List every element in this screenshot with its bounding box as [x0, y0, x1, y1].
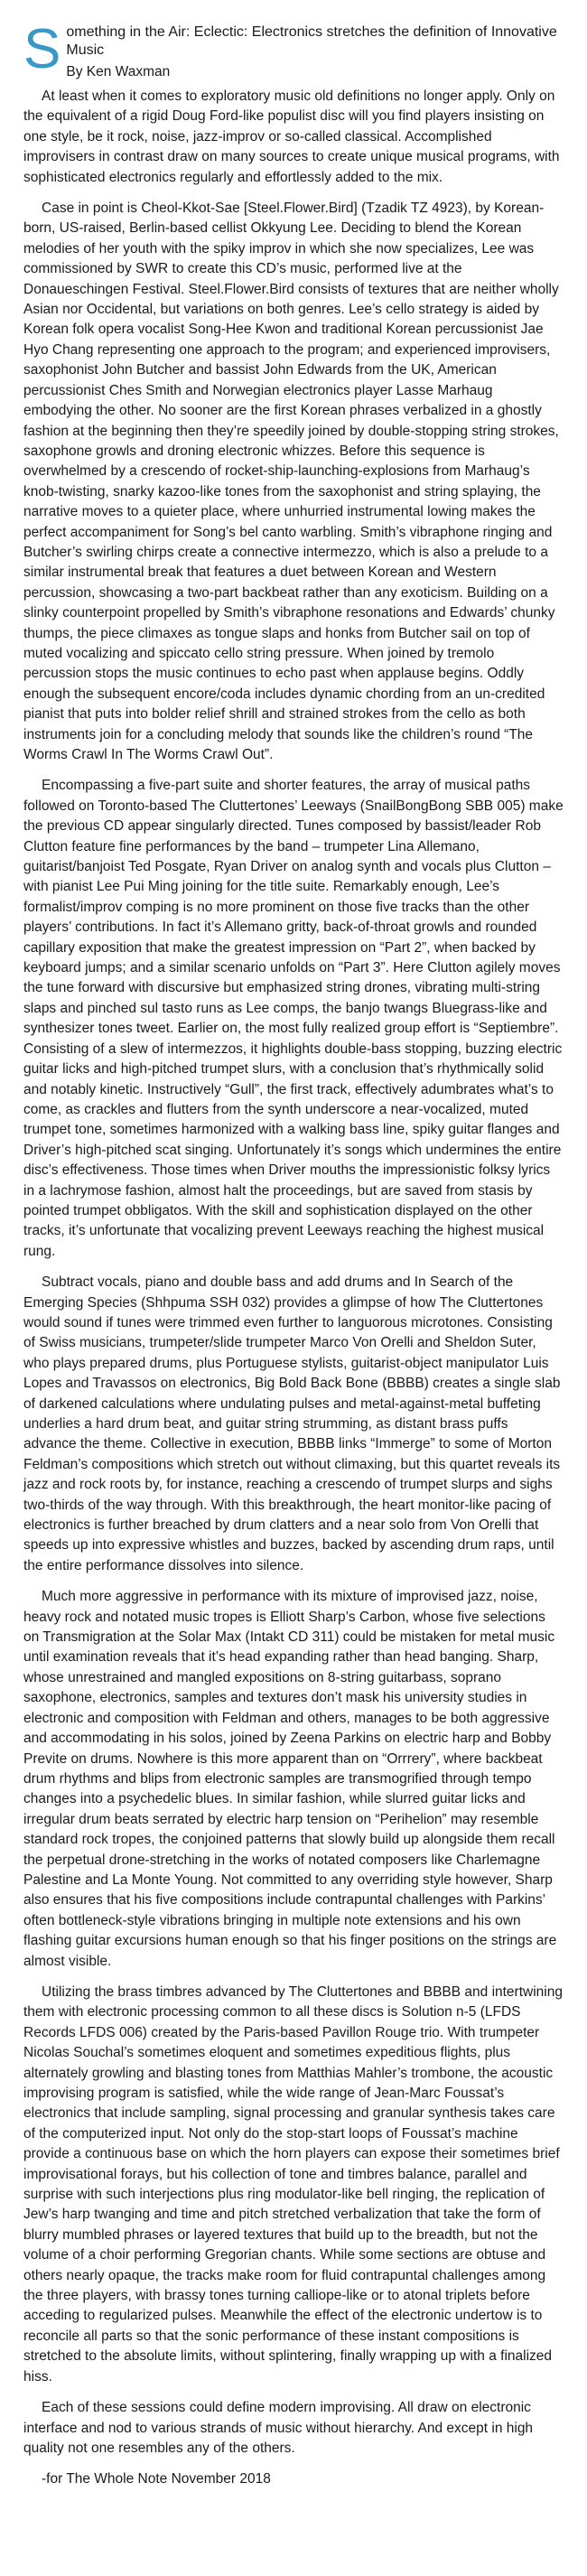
paragraph-6: Utilizing the brass timbres advanced by The Cluttertones and BBBB and intertwining them with electronic processing common to all these discs is Solution n-5 (LFDS Records LFDS 006) created by the Paris-based Pavillon Rouge trio. With trumpeter Nicolas Souchal’s sometimes eloquent and sometimes expeditious flights, plus alternately growling and blasting tones from Matthias Mahler’s trombone, the acoustic improvising program is satisfied, while the wide range of Jean-Marc Foussat’s electronics that include sampling, signal processing and granular synthesis takes care of the computerized input. Not only do the stop-start loops of Foussat’s machine provide a continuous base on which the horn players can expose their sometimes brief improvisational forays, but his collection of tone and timbres balance, parallel and surprise with such interjections plus ring modulator-like bell ringing, the replication of Jew’s harp twanging and time and pitch stretched verbalization that take the form of blurry mumbled phrases or layered textures that build up to the breadth, but not the volume of a choir performing Gregorian chants. While some sections are obtuse and others nearly opaque, the tracks make room for fluid contrapuntal challenges among the three players, with brassy tones turning calliope-like or to atonal triplets before acceding to regularized pulses. Meanwhile the effect of the electronic undertow is to reconcile all parts so that the sonic performance of these instant compositions is stretched to the absolute limits, without splintering, finally wrapping up with a finalized hiss. — [23, 1983, 563, 2385]
article-body — [23, 87, 564, 2459]
byline: By Ken Waxman — [66, 64, 171, 79]
paragraph-5: Much more aggressive in performance with its mixture of improvised jazz, noise, heavy rock and notated music tropes is Elliott Sharp’s Carbon, whose five selections on Transmigration at the Solar Max (Intakt CD 311) could be mistaken for metal music until examination reveals that it’s head expanding rather than head banging. Sharp, whose unrestrained and mangled expositions on 8-string guitarbass, soprano saxophone, electronics, samples and textures don’t mask his university studies in electronic and composition with Feldman and others, manages to be both aggressive and accommodating in his solos, joined by Zeena Parkins on electric harp and Bobby Previte on drums. Nowhere is this more apparent than on “Orrrery”, where backbeat drum rhythms and blips from electronic samples are transmogrified through tempo changes into a psychedelic blues. In similar fashion, while slurred guitar licks and irregular drum beats serrated by electric harp tension on “Perihelion” may resemble standard rock tropes, the conjoined patterns that slowly build up alongside them recall the perpetual drone-stretching in the works of notated composers like Charlemagne Palestine and La Monte Young. Not committed to any overriding style however, Sharp also ensures that his five compositions include contrapuntal challenges with Parkins’ often bottleneck-style vibrations bringing in multiple note extensions and his own flashing guitar excursions human enough so that his finger positions on the strings are almost visible. — [23, 1589, 557, 1969]
paragraph-1: At least when it comes to exploratory music old definitions no longer apply. Only on the equivalent of a rigid Doug Ford-like populist disc will you find players insisting on one style, be it rock, noise, jazz-improv or so-called classical. Accomplished improvisers in contrast draw on many sources to create unique musical programs, with sophisticated electronics regularly and effortlessly added to the mix. — [23, 89, 560, 185]
article-header — [23, 18, 564, 87]
paragraph-7: Each of these sessions could define modern improvising. All draw on electronic interface and nod to various strands of music without hierarchy. And except in high quality not one resembles any of the others. — [23, 2400, 534, 2456]
article-title: omething in the Air: Eclectic: Electronics stretches the definition of Innovative Music — [66, 24, 557, 58]
paragraph-2: Case in point is Cheol-Kkot-Sae [Steel.Flower.Bird] (Tzadik TZ 4923), by Korean-born, US-raised, Berlin-based cellist Okkyung Lee. Deciding to blend the Korean melodies of her youth with the spiky improv in which she now specializes, Lee was commissioned by SWR to create this CD’s music, performed live at the Donaueschingen Festival. Steel.Flower.Bird consists of textures that are neither wholly Asian nor Occidental, but variations on both genres. Lee’s cello strategy is aided by Korean folk opera vocalist Song-Hee Kwon and traditional Korean percussionist Jae Hyo Chang representing one approach to the program; and experienced improvisers, saxophonist John Butcher and bassist John Edwards from the UK, American percussionist Ches Smith and Norwegian electronics player Lasse Marhaug embodying the other. No sooner are the first Korean phrases verbalized in a ghostly fashion at the beginning then they’re speedily joined by double-stopping string strokes, saxophone growls and droning electronic whizzes. Before this sequence is overwhelmed by a crescendo of rocket-ship-launching-explosions from Marhaug’s knob-twisting, snarky kazoo-like tones from the saxophonist and string splaying, the narrative moves to a quieter place, where unhurried instrumental lowing makes the perfect accompaniment for Song’s bel canto warbling. Smith’s vibraphone ringing and Butcher’s swirling chirps create a connective intermezzo, which is also a prelude to a similar instrumental break that features a duet between Korean and Western percussion, showcasing a two-part backbeat rather than any exoticism. Building on a slinky counterpoint propelled by Smith’s vibraphone resonations and Edwards’ chunky thumps, the piece climaxes as tongue slaps and honks from Butcher sail on top of muted vocalizing and spiccato cello string pressure. When joined by tremolo percussion stops the music continues to echo past when applause begins. Oddly enough the subsequent encore/coda includes dynamic chording from an un-credited pianist that puts into bolder relief shrill and strained strokes from the cello as both instruments join for a concluding melody that sounds like the children’s round “The Worms Crawl In The Worms Crawl Out”. — [23, 201, 559, 762]
paragraph-4: Subtract vocals, piano and double bass and add drums and In Search of the Emerging Species (Shhpuma SSH 032) provides a glimpse of how The Cluttertones would sound if tunes were trimmed even further to languorous microtones. Consisting of Swiss musicians, trumpeter/slide trumpeter Marco Von Orelli and Sheldon Suter, who plays prepared drums, plus Portuguese stylists, guitarist-object manipulator Luis Lopes and Travassos on electronics, Big Bold Back Bone (BBBB) creates a single slab of darkened calculations where undulating pulses and metal-against-metal buffeting underlies a hard drum beat, and guitar string strumming, as distant brass puffs advance the theme. Collective in execution, BBBB links “Immerge” to some of Morton Feldman’s compositions which stretch out without climaxing, but this quartet reveals its jazz and rock roots by, for instance, reaching a crescendo of trumpet slurps and sighs two-thirds of the way through. With this breakthrough, the heart monitor-like pacing of electronics is further breached by drum clatters and a near solo from Von Orelli that speeds up into expressive whistles and buzzes, backed by ascending drum raps, until the entire performance dissolves into silence. — [23, 1274, 561, 1573]
signoff: -for The Whole Note November 2018 — [42, 2471, 271, 2487]
paragraph-3: Encompassing a five-part suite and shorter features, the array of musical paths followed on Toronto-based The Cluttertones’ Leeways (SnailBongBong SBB 005) make the previous CD appear singularly directed. Tunes composed by bassist/leader Rob Clutton feature fine performances by the band – trumpeter Lina Allemano, guitarist/banjoist Ted Posgate, Ryan Driver on analog synth and vocals plus Clutton – with pianist Lee Pui Ming joining for the title suite. Remarkably enough, Lee’s formalist/improv comping is no more prominent on those five tracks than the other players’ contributions. In fact it’s Allemano gritty, back-of-throat growls and rounded capillary exposition that make the greatest impression on “Part 2”, when backed by keyboard jumps; and a similar scenario unfolds on “Part 3”. Here Clutton agilely moves the tune forward with discursive but emphasized string drones, vibrating multi-string slaps and pinched sul tasto runs as Lee comps, the banjo twangs Bluegrass-like and synthesizer tones tweet. Earlier on, the most fully realized group effort is “Septiembre”. Consisting of a slew of intermezzos, it highlights double-bass stopping, buzzing electric guitar licks and high-pitched trumpet slurs, with a conclusion that’s rhythmically solid and notably kinetic. Instructively “Gull”, the first track, effectively adumbrates what’s to come, as crackles and flutters from the synth underscore a near-vocalized, muted trumpet tone, sometimes harmonized with a walking bass line, spiky guitar flanges and Driver’s high-pitched scat singing. Unfortunately it’s songs which undermines the entire disc’s effectiveness. Those times when Driver mouths the impressionistic folksy lyrics in a lachrymose fashion, almost halt the proceedings, but are saved from stasis by pointed trumpet obbligatos. With the skill and sophistication displayed on the other tracks, it’s unfortunate that vocalizing prevent Leeways reaching the highest musical rung. — [23, 778, 564, 1259]
drop-cap: S — [23, 18, 61, 80]
